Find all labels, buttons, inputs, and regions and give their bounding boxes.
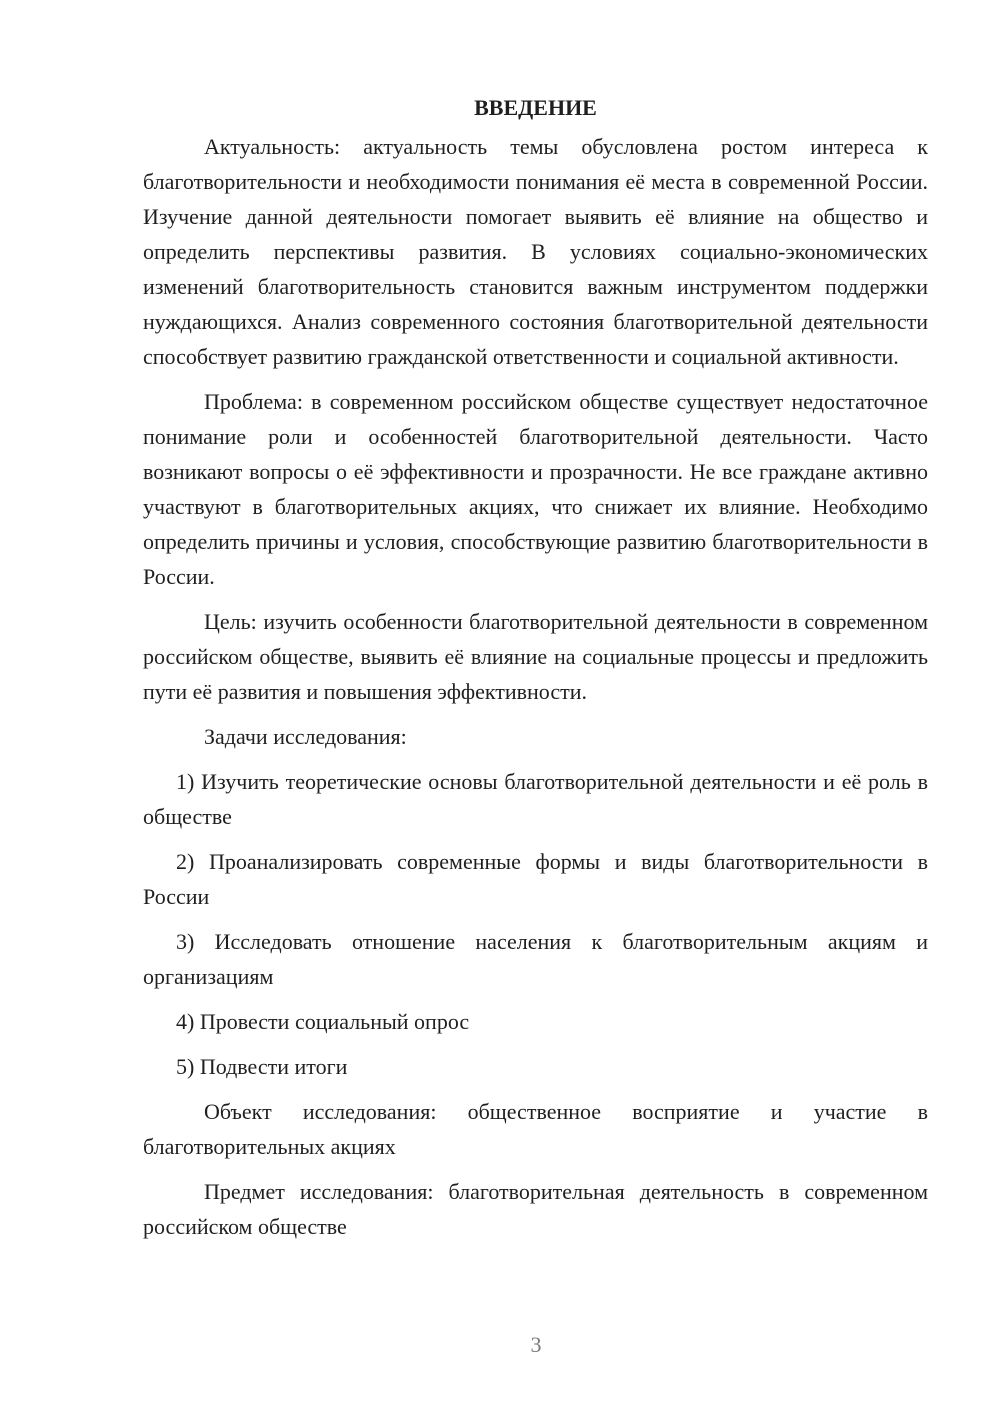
- document-body: [143, 90, 928, 1244]
- paragraph-relevance: Актуальность: актуальность темы обусловлена ростом интереса к благотворительности и необходимости понимания её места в современной России. Изучение данной деятельности помогает выявить её влияние на общество и определить перспективы развития. В условиях социально-экономических изменений благотворительность становится важным инструментом поддержки нуждающихся. Анализ современного состояния благотворительной деятельности способствует развитию гражданской ответственности и социальной активности.: [143, 134, 928, 369]
- page-number: 3: [530, 1332, 542, 1357]
- page-title: ВВЕДЕНИЕ: [474, 95, 597, 120]
- paragraph-object: Объект исследования: общественное восприятие и участие в благотворительных акциях: [143, 1099, 928, 1159]
- paragraph-problem: Проблема: в современном российском обществе существует недостаточное понимание роли и особенностей благотворительной деятельности. Часто возникают вопросы о её эффективности и прозрачности. Не все граждане активно участвуют в благотворительных акциях, что снижает их влияние. Необходимо определить причины и условия, способствующие развитию благотворительности в России.: [143, 389, 928, 589]
- task-item-5: 5) Подвести итоги: [176, 1054, 348, 1079]
- paragraph-goal: Цель: изучить особенности благотворительной деятельности в современном российском обществе, выявить её влияние на социальные процессы и предложить пути её развития и повышения эффективности.: [143, 609, 928, 704]
- task-item-3: 3) Исследовать отношение населения к благотворительным акциям и организациям: [143, 929, 928, 989]
- tasks-heading: Задачи исследования:: [204, 724, 407, 749]
- task-item-4: 4) Провести социальный опрос: [176, 1009, 470, 1034]
- task-item-2: 2) Проанализировать современные формы и виды благотворительности в России: [143, 849, 928, 909]
- task-item-1: 1) Изучить теоретические основы благотворительной деятельности и её роль в обществе: [143, 769, 928, 829]
- paragraph-subject: Предмет исследования: благотворительная деятельность в современном российском обществе: [143, 1179, 928, 1239]
